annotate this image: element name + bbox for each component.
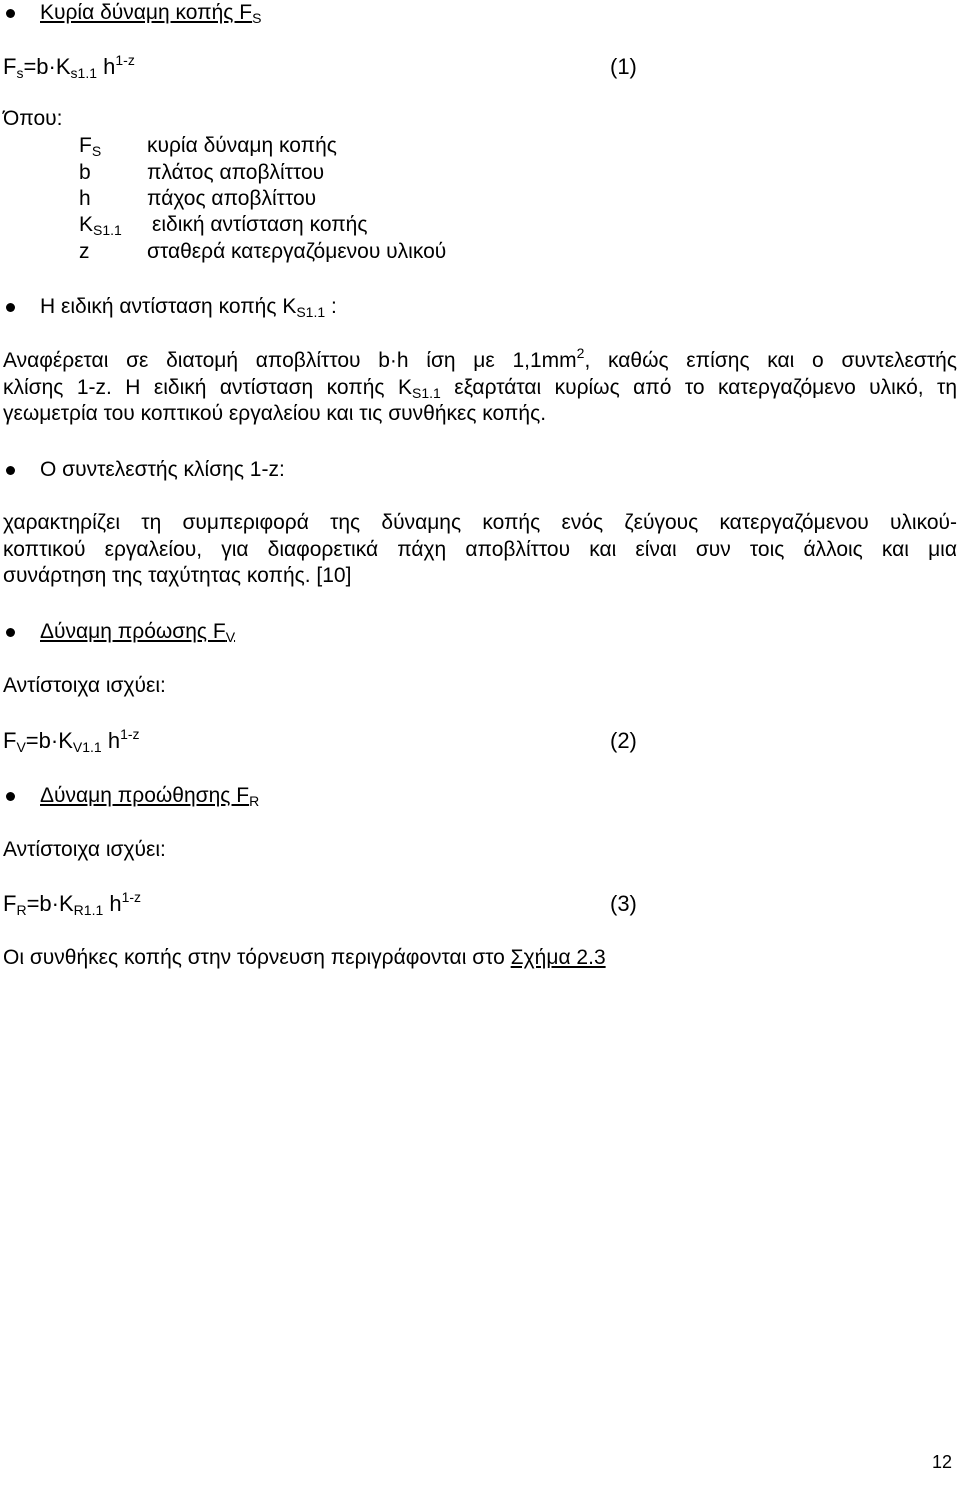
bullet-dot [6, 792, 15, 801]
equation-3-number: (3) [610, 891, 637, 916]
bullet-dot [6, 628, 15, 637]
bullet-dot [6, 303, 15, 312]
page-number: 12 [931, 1452, 952, 1472]
figure-link[interactable]: Σχήμα 2.3 [510, 946, 606, 969]
definition-row: h πάχος αποβλίττου [79, 187, 317, 210]
paragraph-line: χαρακτηρίζει τη συμπεριφορά της δύναμης κοπής ενός ζεύγους κατεργαζόμενου υλικού- [3, 511, 957, 534]
definition-row: b πλάτος αποβλίττου [79, 161, 325, 184]
paragraph-line: συνάρτηση της ταχύτητας κοπής. [10] [3, 564, 352, 587]
heading-feed-force: Δύναμη πρόωσης FV [40, 620, 236, 645]
definition-row: z σταθερά κατεργαζόμενου υλικού [79, 240, 447, 263]
correspondingly-label: Αντίστοιχα ισχύει: [3, 674, 166, 697]
paragraph-line: κλίσης 1-z. Η ειδική αντίσταση κοπής KS1.1 εξαρτάται κυρίως από το κατεργαζόμενο υλικό, τη [3, 376, 957, 401]
heading-thrust-force: Δύναμη προώθησης FR [40, 784, 260, 809]
heading-specific-resistance: Η ειδική αντίσταση κοπής KS1.1 : [40, 295, 337, 320]
bullet-dot [6, 466, 15, 475]
bullet-dot [6, 9, 15, 18]
definition-row: KS1.1 ειδική αντίσταση κοπής [79, 213, 368, 238]
where-label: Όπου: [3, 107, 63, 130]
correspondingly-label: Αντίστοιχα ισχύει: [3, 838, 166, 861]
final-sentence: Οι συνθήκες κοπής στην τόρνευση περιγράφονται στο Σχήμα 2.3 [3, 946, 606, 969]
definition-row: FS κυρία δύναμη κοπής [79, 134, 337, 159]
heading-slope-coefficient: Ο συντελεστής κλίσης 1-z: [40, 458, 285, 481]
heading-main-cutting-force: Κυρία δύναμη κοπής FS [40, 1, 262, 26]
paragraph-line: Αναφέρεται σε διατομή αποβλίττου b·h ίση με $1,1mm^2$, καθώς επίσης και ο συντελεστής [3, 345, 957, 372]
equation-2-number: (2) [610, 728, 637, 753]
equation-1: Fs=b·Ks1.1 $h^{1-z}$ [3, 52, 135, 81]
paragraph-line: γεωμετρία του κοπτικού εργαλείου και τις συνθήκες κοπής. [3, 402, 547, 425]
equation-2: FV=b·KV1.1 $h^{1-z}$ [3, 726, 140, 755]
equation-1-number: (1) [610, 54, 637, 79]
equation-3: FR=b·KR1.1 $h^{1-z}$ [3, 889, 142, 918]
paragraph-line: κοπτικού εργαλείου, για διαφορετικά πάχη αποβλίττου και είναι συν τοις άλλοις και μια [3, 538, 957, 561]
